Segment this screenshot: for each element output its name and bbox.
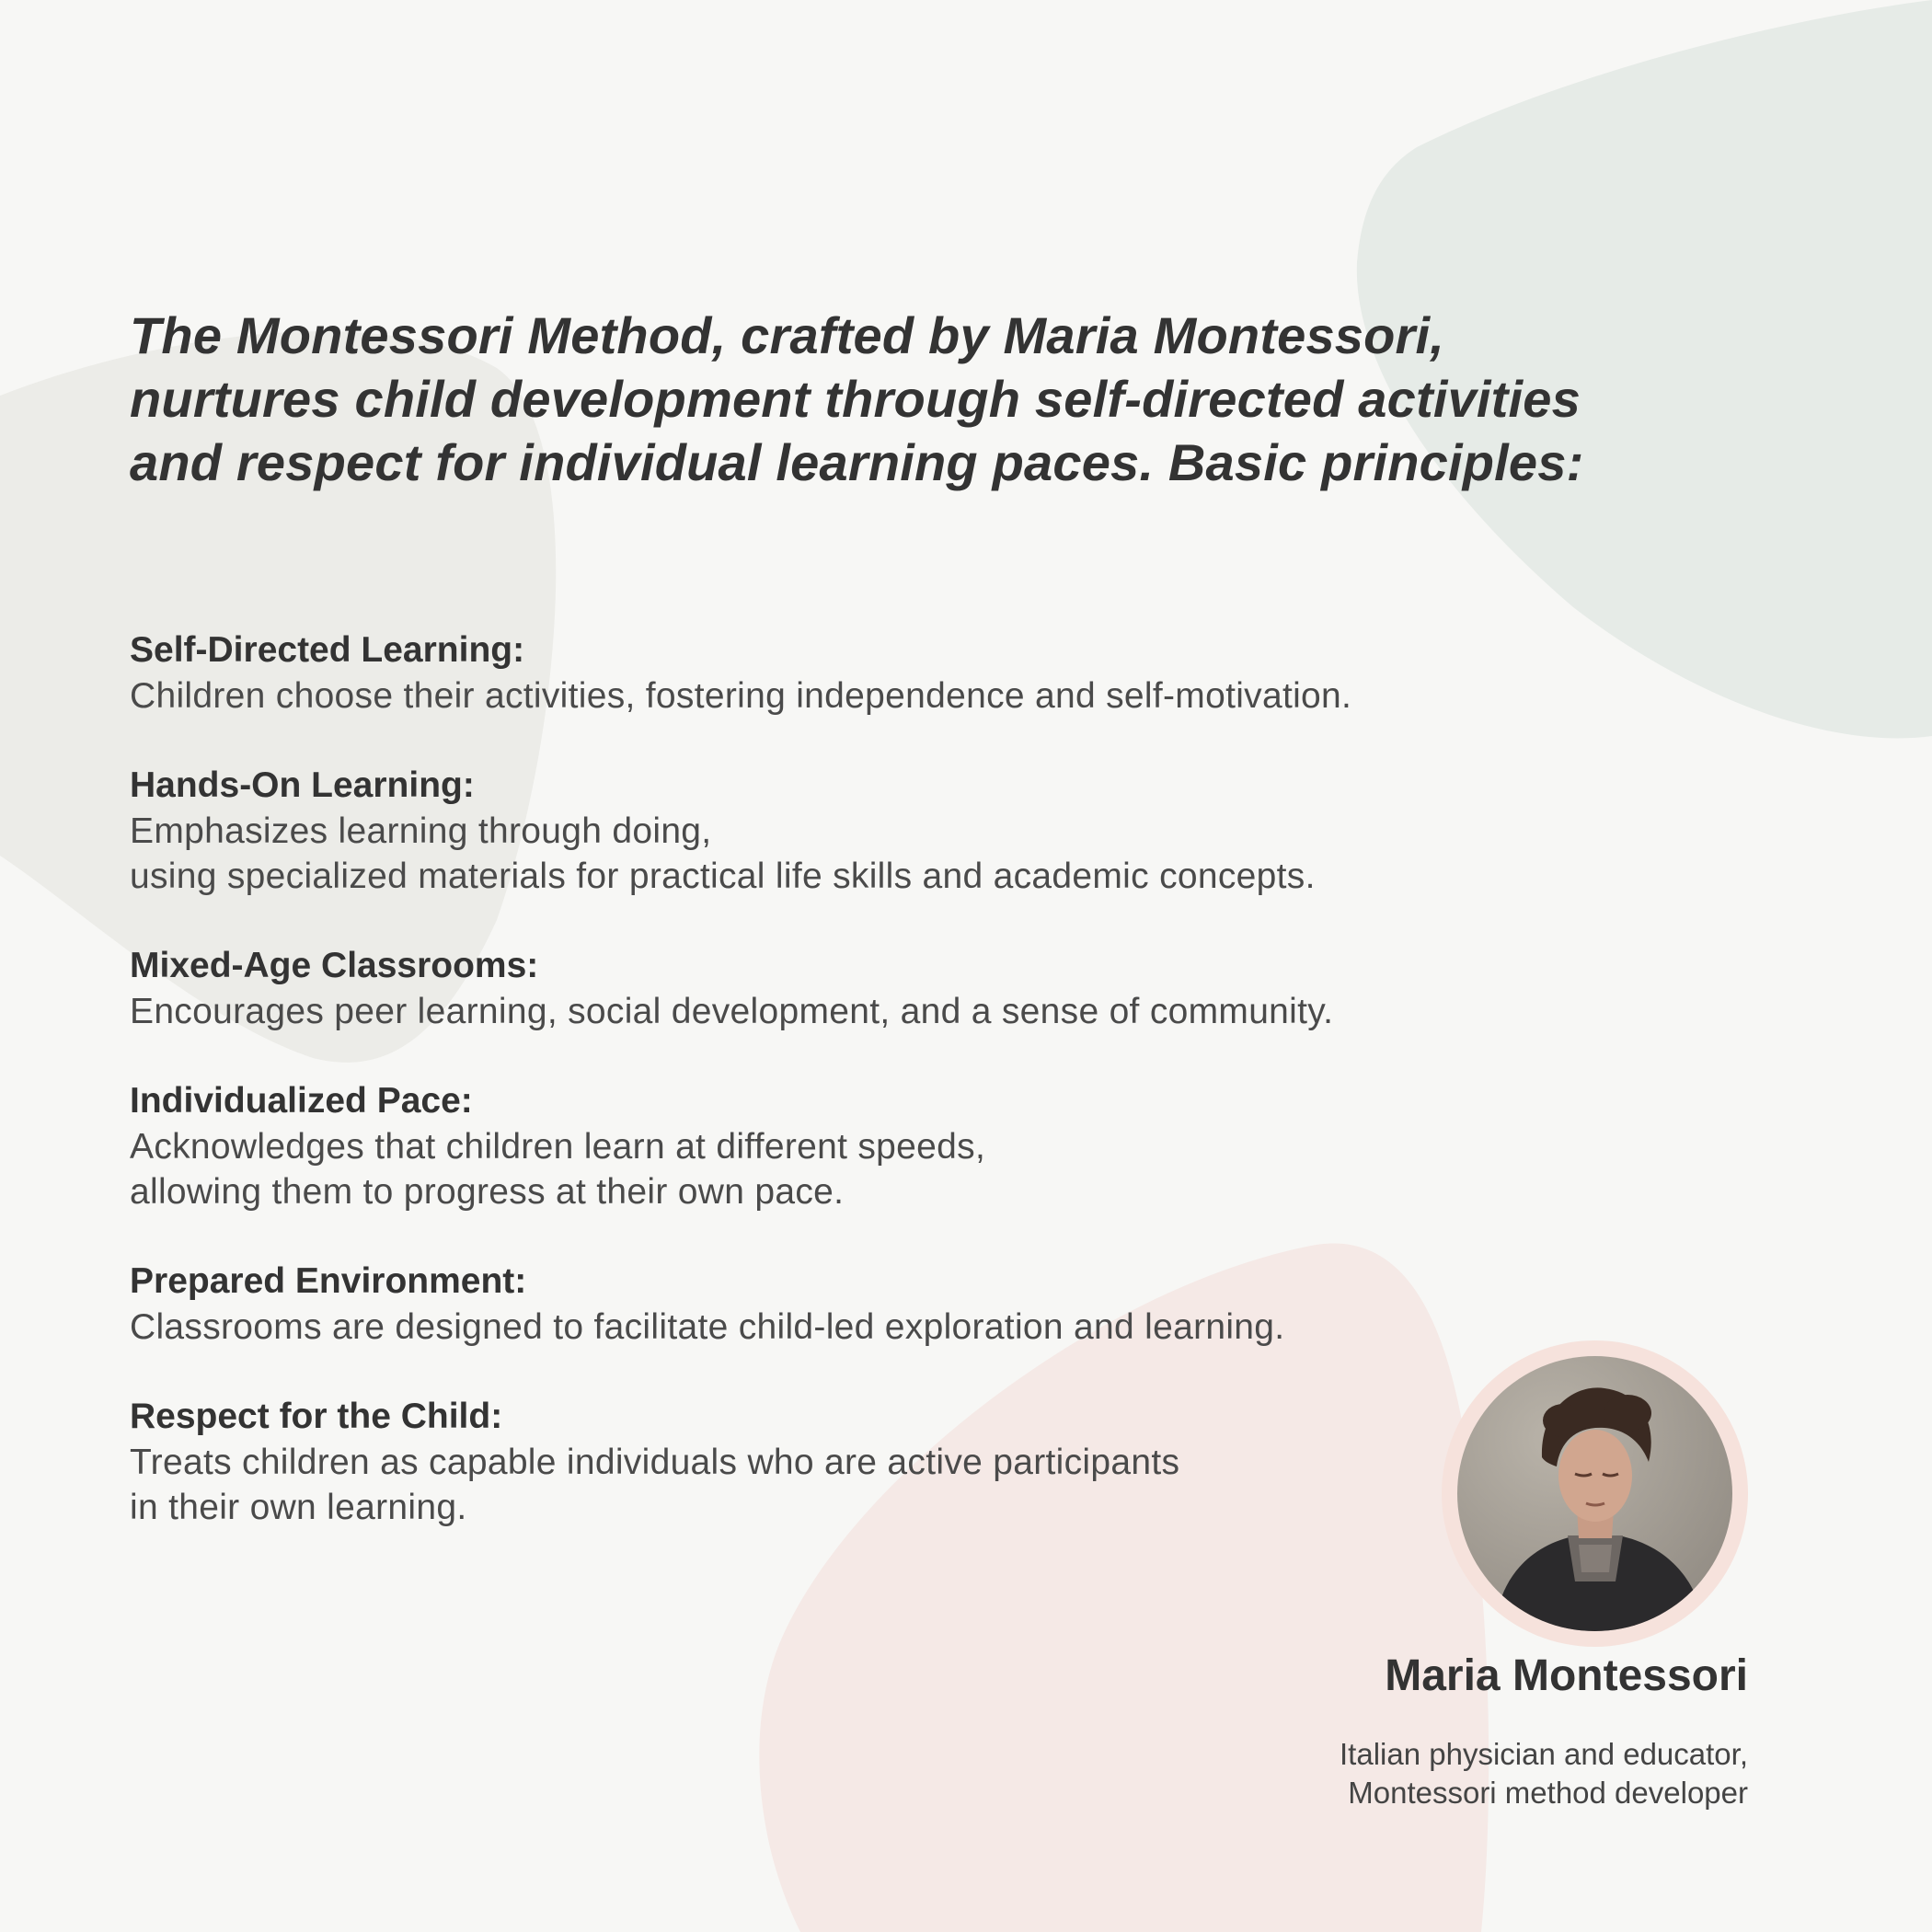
intro-heading (130, 304, 1786, 494)
intro-line: The Montessori Method, crafted by Maria Montessori, (130, 306, 1445, 364)
person-role (1340, 1735, 1748, 1812)
person-name: Maria Montessori (1385, 1651, 1748, 1700)
principle-description: allowing them to progress at their own pace. (130, 1172, 845, 1212)
principle-description: Children choose their activities, fostering independence and self-motivation. (130, 676, 1352, 716)
portrait-frame (1442, 1340, 1748, 1647)
principle-individualized-pace (130, 1078, 1510, 1214)
portrait-photo (1457, 1356, 1732, 1631)
principle-title: Self-Directed Learning: (130, 630, 525, 670)
principle-title: Hands-On Learning: (130, 765, 475, 805)
principle-description: Treats children as capable individuals who are active participants (130, 1443, 1180, 1482)
principle-title: Respect for the Child: (130, 1397, 503, 1436)
principle-description: Emphasizes learning through doing, (130, 811, 712, 851)
principle-self-directed-learning (130, 627, 1510, 719)
principles-list (130, 627, 1510, 1574)
person-role-line: Italian physician and educator, (1340, 1737, 1748, 1771)
principle-title: Mixed-Age Classrooms: (130, 946, 539, 985)
principle-hands-on-learning (130, 763, 1510, 899)
intro-line: nurtures child development through self-directed activities (130, 370, 1581, 428)
person-role-line: Montessori method developer (1348, 1776, 1748, 1810)
principle-respect-for-the-child (130, 1394, 1510, 1530)
principle-description: in their own learning. (130, 1488, 467, 1527)
principle-description: Encourages peer learning, social development, and a sense of community. (130, 992, 1334, 1031)
principle-description: using specialized materials for practical life skills and academic concepts. (130, 857, 1316, 896)
principle-mixed-age-classrooms (130, 943, 1510, 1034)
principle-title: Prepared Environment: (130, 1261, 527, 1301)
principle-description: Acknowledges that children learn at different speeds, (130, 1127, 986, 1167)
intro-line: and respect for individual learning paces. Basic principles: (130, 433, 1584, 491)
principle-prepared-environment (130, 1259, 1510, 1350)
principle-description: Classrooms are designed to facilitate child-led exploration and learning. (130, 1307, 1285, 1347)
principle-title: Individualized Pace: (130, 1081, 473, 1121)
